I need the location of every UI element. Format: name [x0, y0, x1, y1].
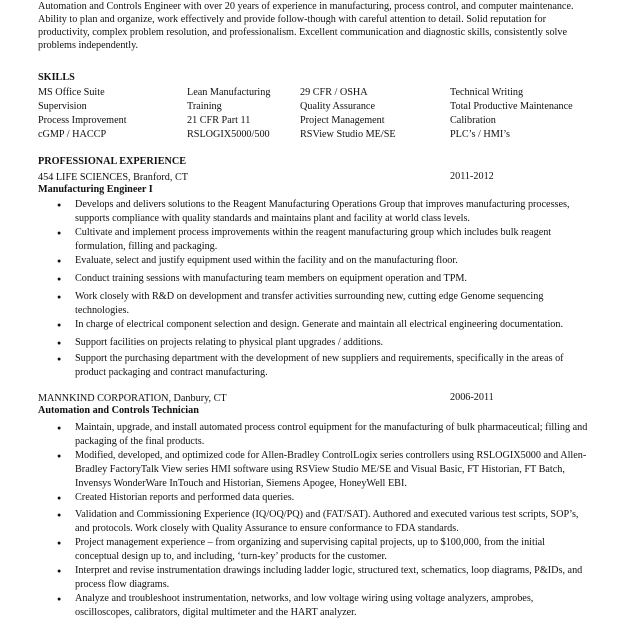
skill-cell: Total Productive Maintenance	[450, 101, 573, 112]
bullet-icon: ●	[57, 339, 62, 347]
bullet-icon: ●	[57, 452, 62, 460]
bullet-text: formulation, filling and packaging.	[75, 241, 218, 252]
bullet-icon: ●	[57, 293, 62, 301]
skill-cell: Training	[187, 101, 222, 112]
skill-cell: 29 CFR / OSHA	[300, 87, 368, 98]
bullet-icon: ●	[57, 257, 62, 265]
bullet-text: Cultivate and implement process improvements within the reagent manufacturing group which includes bulk reagent	[75, 227, 552, 238]
bullet-text: packaging of the final products.	[75, 436, 205, 447]
experience-heading: PROFESSIONAL EXPERIENCE	[38, 156, 187, 167]
bullet-text: Validation and Commissioning Experience (IQ/OQ/PQ) and (FAT/SAT). Authored and executed various test scripts, SOP’s,	[75, 509, 579, 520]
bullet-icon: ●	[57, 494, 62, 502]
bullet-icon: ●	[57, 355, 62, 363]
bullet-text: Work closely with R&D on development and transfer activities surrounding new, cutting edge Genome sequencing	[75, 291, 544, 302]
bullet-text: process flow diagrams.	[75, 579, 170, 590]
bullet-text: and protocols. Work closely with Quality Assurance to ensure conformance to FDA standards.	[75, 523, 459, 534]
bullet-text: Conduct training sessions with manufacturing team members on equipment operation and TPM.	[75, 273, 467, 284]
bullet-text: Project management experience – from organizing and supervising capital projects, up to $100,000, from the initial	[75, 537, 546, 548]
bullet-text: supports compliance with quality standards and maintains plant and facility at world class levels.	[75, 213, 470, 224]
bullet-text: In charge of electrical component selection and design. Generate and maintain all electrical engineering documentation.	[75, 319, 564, 330]
skill-cell: 21 CFR Part 11	[187, 115, 251, 126]
bullet-text: oscilloscopes, calibrators, digital multimeter and the HART analyzer.	[75, 607, 357, 618]
skill-cell: PLC’s / HMI’s	[450, 129, 511, 140]
bullet-icon: ●	[57, 424, 62, 432]
summary-line: Automation and Controls Engineer with over 20 years of experience in manufacturing, process control, and computer maintenance.	[38, 1, 574, 12]
bullet-text: Bradley FactoryTalk View series HMI software using RSView Studio ME/SE and Visual Basic, FT Historian, FT Batch,	[75, 464, 565, 475]
summary-line: productivity, complex problem resolution, and professionalism. Excellent communication and diagnostic skills, consistently solve	[38, 27, 567, 38]
bullet-text: Develops and delivers solutions to the Reagent Manufacturing Operations Group that improves manufacturing processes,	[75, 199, 570, 210]
job-title: Automation and Controls Technician	[38, 405, 199, 416]
bullet-text: Maintain, upgrade, and install automated process control equipment for the manufacturing of bulk pharmaceutical; filling and	[75, 422, 588, 433]
bullet-icon: ●	[57, 539, 62, 547]
bullet-text: Support the purchasing department with the development of new suppliers and requirements, specifically in the areas of	[75, 353, 564, 364]
skill-cell: Project Management	[300, 115, 385, 126]
job-dates: 2006-2011	[450, 392, 494, 403]
summary-line: problems independently.	[38, 40, 139, 51]
bullet-text: conceptual design up to, and including, ‘turn-key’ products for the customer.	[75, 551, 387, 562]
bullet-icon: ●	[57, 567, 62, 575]
job-title: Manufacturing Engineer I	[38, 184, 153, 195]
skill-cell: Process Improvement	[38, 115, 127, 126]
skills-heading: SKILLS	[38, 72, 75, 83]
bullet-text: product packaging and contract manufacturing.	[75, 367, 268, 378]
bullet-text: Invensys WonderWare InTouch and Historian, Siemens Apogee, HoneyWell EBI.	[75, 478, 407, 489]
job-company: 454 LIFE SCIENCES, Branford, CT	[38, 172, 188, 183]
skill-cell: RSLOGIX5000/500	[187, 129, 270, 140]
skill-cell: Calibration	[450, 115, 496, 126]
bullet-icon: ●	[57, 201, 62, 209]
skill-cell: Technical Writing	[450, 87, 524, 98]
bullet-text: technologies.	[75, 305, 130, 316]
bullet-icon: ●	[57, 511, 62, 519]
skill-cell: RSView Studio ME/SE	[300, 129, 396, 140]
summary-line: Ability to plan and organize, work effectively and provide follow-though with careful attention to detail. Solid reputation for	[38, 14, 547, 25]
bullet-icon: ●	[57, 229, 62, 237]
bullet-icon: ●	[57, 275, 62, 283]
skill-cell: cGMP / HACCP	[38, 129, 107, 140]
skill-cell: Lean Manufacturing	[187, 87, 271, 98]
job-company: MANNKIND CORPORATION, Danbury, CT	[38, 393, 227, 404]
job-dates: 2011-2012	[450, 171, 494, 182]
bullet-icon: ●	[57, 595, 62, 603]
bullet-text: Evaluate, select and justify equipment used within the facility and on the manufacturing floor.	[75, 255, 458, 266]
skill-cell: Supervision	[38, 101, 87, 112]
skill-cell: MS Office Suite	[38, 87, 105, 98]
bullet-text: Created Historian reports and performed data queries.	[75, 492, 295, 503]
bullet-text: Support facilities on projects relating to physical plant upgrades / additions.	[75, 337, 384, 348]
skill-cell: Quality Assurance	[300, 101, 375, 112]
bullet-text: Analyze and troubleshoot instrumentation, networks, and low voltage wiring using voltage analyzers, amprobes,	[75, 593, 534, 604]
bullet-text: Modified, developed, and optimized code for Allen-Bradley ControlLogix series controllers using RSLOGIX5000 and Allen-	[75, 450, 587, 461]
bullet-icon: ●	[57, 321, 62, 329]
bullet-text: Interpret and revise instrumentation drawings including ladder logic, structured text, schematics, loop diagrams, P&IDs, and	[75, 565, 583, 576]
